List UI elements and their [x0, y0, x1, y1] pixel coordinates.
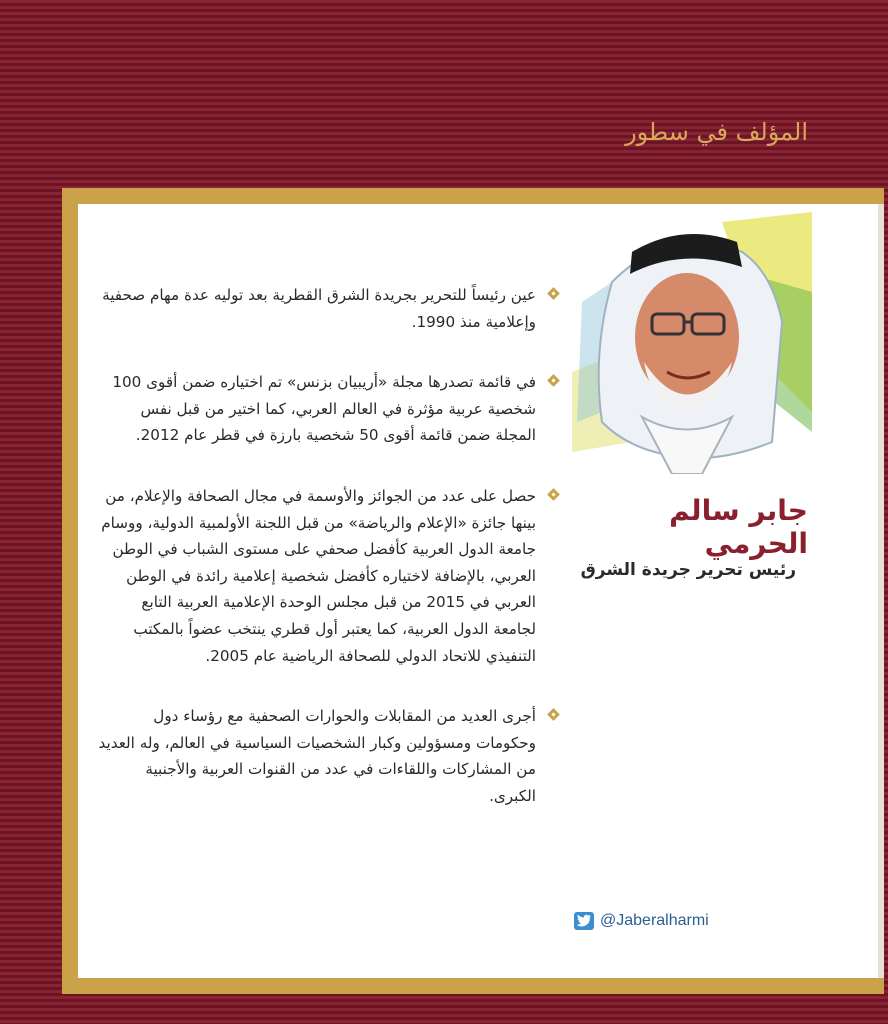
- diamond-bullet-icon: [547, 708, 560, 721]
- portrait-svg: [572, 212, 812, 474]
- bio-item-text: أجرى العديد من المقابلات والحوارات الصحفية مع رؤساء دول وحكومات ومسؤولين وكبار الشخصيات السياسية في العالم، وله العديد من المشاركات واللقاءات في عدد من القنوات العربية والأجنبية الكبرى.: [98, 707, 536, 805]
- bio-item: [98, 483, 560, 669]
- twitter-handle[interactable]: @Jaberalharmi: [600, 912, 709, 929]
- bio-item: [98, 282, 560, 335]
- twitter-contact[interactable]: [574, 912, 709, 930]
- bio-item-text: حصل على عدد من الجوائز والأوسمة في مجال الصحافة والإعلام، من بينها جائزة «الإعلام والرياضة» من قبل اللجنة الأولمبية الدولية، ووسام جامعة الدول العربية كأفضل صحفي على مستوى الشباب في الوطن العربي، بالإضافة لاختياره كأفضل شخصية إعلامية رائدة في الوطن العربي في 2015 من قبل مجلس الوحدة الإعلامية العربية التابع لجامعة الدول العربية، كما يعتبر أول قطري ينتخب عضواً بالمكتب التنفيذي للاتحاد الدولي للصحافة الرياضية عام 2005.: [101, 486, 536, 665]
- portrait-illustration: [572, 212, 812, 474]
- author-name: جابر سالم الحرمي: [669, 494, 808, 560]
- author-role: رئيس تحرير جريدة الشرق: [580, 560, 796, 580]
- bio-list: [98, 282, 560, 844]
- profile-card: [78, 204, 884, 978]
- bio-item: [98, 703, 560, 809]
- bio-item: [98, 369, 560, 449]
- card-edge: [878, 204, 884, 978]
- diamond-bullet-icon: [547, 374, 560, 387]
- bio-item-text: عين رئيساً للتحرير بجريدة الشرق القطرية بعد توليه عدة مهام صحفية وإعلامية منذ 1990.: [102, 286, 536, 331]
- twitter-bird-icon: [574, 912, 594, 930]
- bio-item-text: في قائمة تصدرها مجلة «أريبيان بزنس» تم اختياره ضمن أقوى 100 شخصية عربية مؤثرة في العالم العربي، كما اختير من قبل نفس المجلة ضمن قائمة أقوى 50 شخصية بارزة في قطر عام 2012.: [112, 373, 536, 445]
- diamond-bullet-icon: [547, 287, 560, 300]
- section-heading: المؤلف في سطور: [625, 118, 808, 146]
